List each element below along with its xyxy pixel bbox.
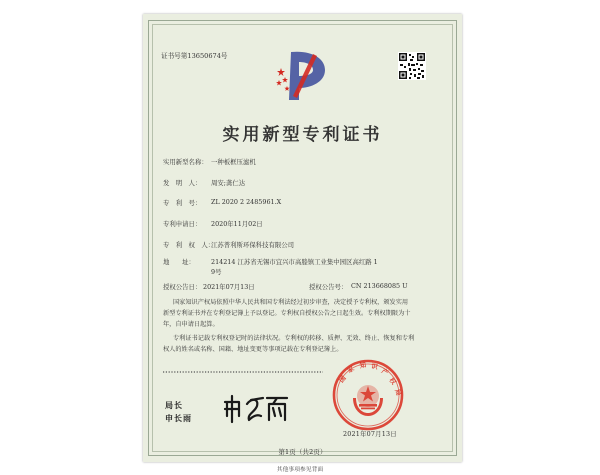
body-line-4: 专利证书记载专利权登记时的法律状况。专利权的转移、质押、无效、终止、恢复和专利	[173, 335, 415, 342]
field-label-patentee: 专 利 权 人：	[163, 241, 215, 249]
certificate-title: 实用新型专利证书	[222, 125, 383, 145]
field-value-grant-date: 2021年07月13日	[203, 283, 255, 291]
seal-date: 2021年07月13日	[343, 430, 397, 438]
svg-text:知: 知	[358, 360, 367, 370]
separator-line	[163, 370, 323, 374]
svg-text:局: 局	[393, 387, 403, 397]
qr-code-icon	[398, 52, 426, 80]
field-label-grant-no: 授权公告号：	[309, 283, 348, 291]
field-label-filing-date: 专利申请日：	[163, 220, 202, 228]
official-seal-icon	[331, 358, 405, 432]
field-value-address-line2: 9号	[211, 268, 222, 276]
body-line-3: 年，自申请日起算。	[163, 321, 219, 328]
page-indicator: 第1页（共2页）	[278, 448, 327, 456]
field-value-name: 一种板框压滤机	[211, 158, 256, 166]
field-label-patent-no: 专 利 号：	[163, 199, 202, 207]
body-line-5: 权人的姓名或名称、国籍、地址变更等事项记载在专利登记簿上。	[163, 346, 343, 353]
field-value-patent-no: ZL 2020 2 2485961.X	[211, 198, 282, 206]
field-value-patentee: 江苏普利斯环保科技有限公司	[211, 241, 295, 249]
svg-text:产: 产	[380, 366, 390, 377]
field-label-grant-date: 授权公告日：	[163, 283, 202, 291]
footer-note: 其他事项参见背面	[276, 467, 324, 473]
field-value-filing-date: 2020年11月02日	[211, 220, 263, 228]
field-value-address: 214214 江苏省无锡市宜兴市高塍镇工业集中园区高红路 1	[211, 258, 378, 266]
field-value-grant-no: CN 213668085 U	[351, 282, 408, 290]
handwritten-signature	[221, 390, 291, 426]
certificate-number: 证书号第13650674号	[161, 52, 228, 60]
body-line-2: 新型专利证书并在专利登记簿上予以登记。专利权自授权公告之日起生效。专利权期限为十	[163, 310, 411, 317]
svg-text:国: 国	[337, 374, 348, 385]
svg-text:家: 家	[346, 364, 356, 375]
certificate-paper	[143, 14, 462, 462]
field-label-address: 地 址：	[163, 258, 195, 266]
field-label-inventor: 发 明 人：	[163, 179, 202, 187]
svg-text:权: 权	[387, 376, 398, 387]
body-line-1: 国家知识产权局依照中华人民共和国专利法经过初步审查，决定授予专利权，颁发实用	[173, 299, 409, 306]
svg-text:识: 识	[370, 362, 379, 372]
field-label-name: 实用新型名称：	[163, 158, 208, 166]
director-label: 局长	[165, 400, 183, 410]
field-value-inventor: 周安;龚仁达	[211, 179, 246, 187]
director-name: 申长雨	[165, 413, 192, 423]
patent-office-logo-icon	[271, 46, 333, 104]
